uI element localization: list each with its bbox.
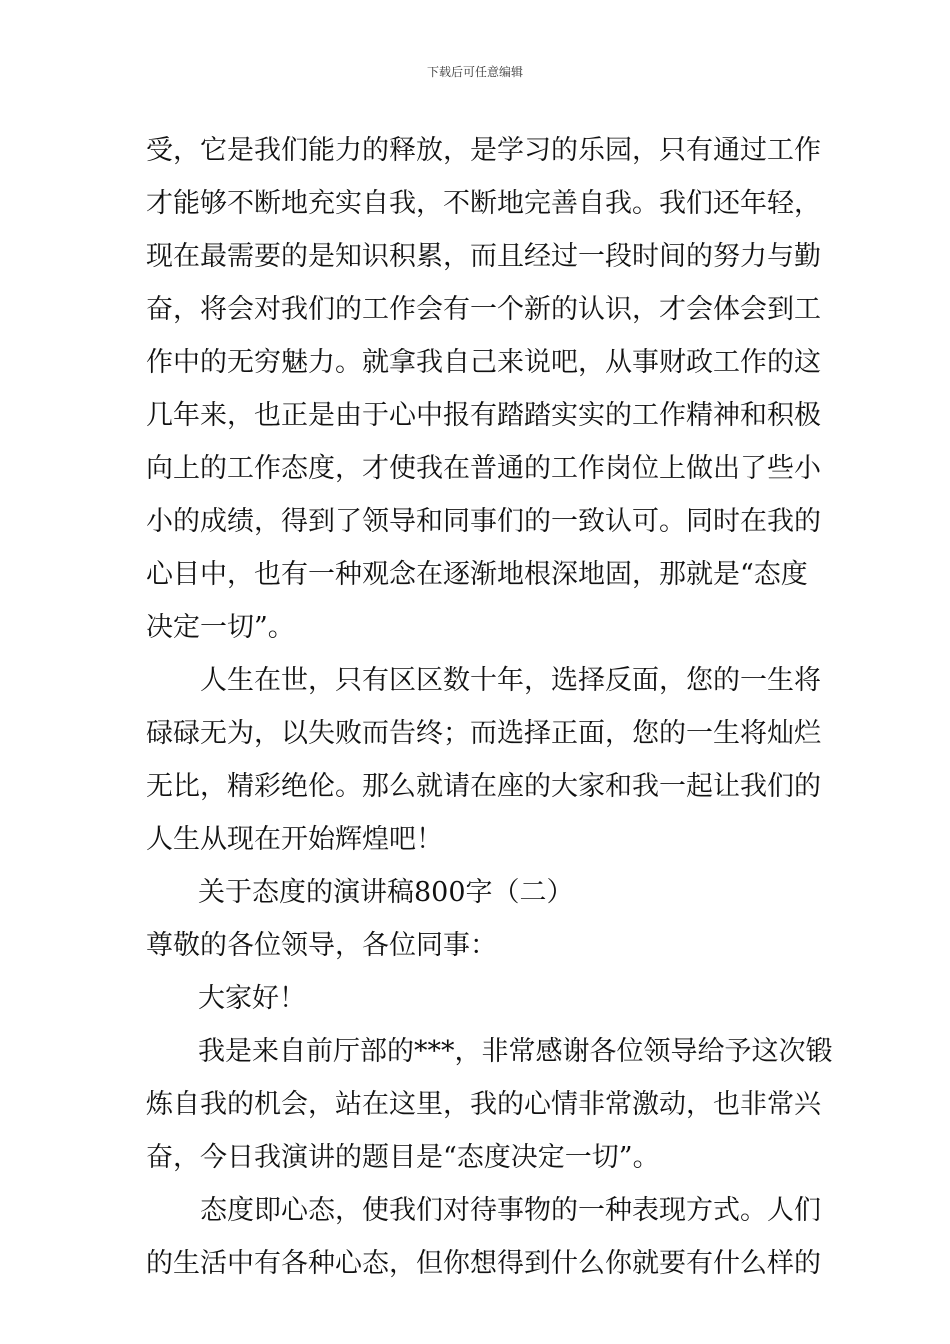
text-line: 碌碌无为，以失败而告终；而选择正面，您的一生将灿烂 [146, 718, 821, 749]
text-line: 奋，今日我演讲的题目是“态度决定一切”。 [146, 1142, 660, 1173]
text-line: 心目中，也有一种观念在逐渐地根深地固，那就是“态度 [146, 559, 808, 590]
greeting: 大家好！ [198, 983, 306, 1014]
text-line: 作中的无穷魅力。就拿我自己来说吧，从事财政工作的这 [146, 347, 821, 378]
text-line: 奋，将会对我们的工作会有一个新的认识，才会体会到工 [146, 294, 821, 325]
section-title: 关于态度的演讲稿800字（二） [198, 877, 574, 908]
page-header: 下载后可任意编辑 [426, 65, 523, 79]
text-line: 我是来自前厅部的***，非常感谢各位领导给予这次锻 [198, 1036, 833, 1067]
text-line: 才能够不断地充实自我，不断地完善自我。我们还年轻， [146, 188, 821, 219]
text-line: 态度即心态，使我们对待事物的一种表现方式。人们 [200, 1195, 821, 1226]
text-line: 小的成绩，得到了领导和同事们的一致认可。同时在我的 [146, 506, 821, 537]
text-line: 人生从现在开始辉煌吧！ [146, 824, 443, 855]
text-line: 无比，精彩绝伦。那么就请在座的大家和我一起让我们的 [146, 771, 821, 802]
text-line: 受，它是我们能力的释放，是学习的乐园，只有通过工作 [146, 135, 821, 166]
text-line: 几年来，也正是由于心中报有踏踏实实的工作精神和积极 [146, 400, 821, 431]
text-line: 向上的工作态度，才使我在普通的工作岗位上做出了些小 [146, 453, 821, 484]
text-line: 炼自我的机会，站在这里，我的心情非常激动，也非常兴 [146, 1089, 821, 1120]
text-line: 人生在世，只有区区数十年，选择反面，您的一生将 [200, 665, 821, 696]
text-line: 现在最需要的是知识积累，而且经过一段时间的努力与勤 [146, 241, 821, 272]
salutation: 尊敬的各位领导，各位同事： [146, 930, 497, 961]
document-body [146, 124, 833, 1290]
text-line: 的生活中有各种心态，但你想得到什么你就要有什么样的 [146, 1248, 821, 1279]
text-line: 决定一切”。 [146, 612, 295, 643]
